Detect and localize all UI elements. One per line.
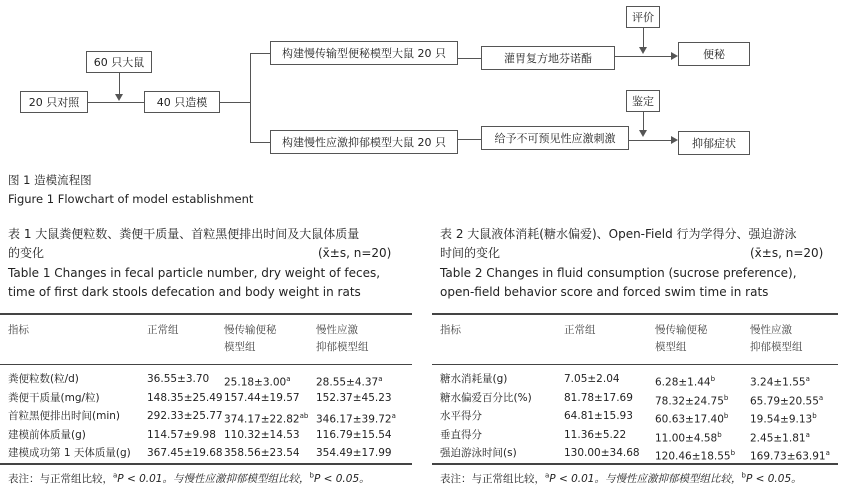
cell-normal: 130.00±34.68 <box>564 447 640 459</box>
table2-title-en-1: Table 2 Changes in fluid consumption (sucrose preference), <box>440 266 797 280</box>
table2-header-stc: 慢传输便秘 <box>655 324 708 336</box>
row-label: 强迫游泳时间(s) <box>440 447 517 459</box>
connector <box>643 28 644 48</box>
table2-header-depr-2: 抑郁模型组 <box>750 341 803 353</box>
cell-depression: 169.73±63.91$^a$ <box>750 449 830 463</box>
table2-title-cn-2: 时间的变化 <box>440 246 501 260</box>
box-stress: 给予不可预见性应激刺激 <box>481 126 629 150</box>
cell-stc: 110.32±14.53 <box>224 428 300 441</box>
connector <box>643 112 644 132</box>
row-label: 糖水消耗量(g) <box>440 373 508 385</box>
table2-bottom-rule <box>432 463 838 465</box>
arrow-down-icon <box>639 47 647 54</box>
cell-normal: 292.33±25.77 <box>147 410 223 422</box>
cell-stc: 6.28±1.44$^b$ <box>655 375 716 389</box>
cell-stc: 374.17±22.82$^{ab}$ <box>224 412 309 426</box>
cell-depression: 116.79±15.54 <box>316 428 392 441</box>
cell-depression: 28.55±4.37$^a$ <box>316 375 383 389</box>
row-label: 建模前体质量(g) <box>8 428 86 441</box>
table2-header-indicator: 指标 <box>440 324 461 336</box>
table2-note: 表注：与正常组比较，$^a$P < 0.01。与慢性应激抑郁模型组比较，$^b$P < 0.05。 <box>440 471 802 485</box>
figure-caption-en: Figure 1 Flowchart of model establishment <box>8 192 254 206</box>
row-label: 建模成功第 1 天体质量(g) <box>8 447 131 459</box>
cell-stc: 358.56±23.54 <box>224 447 300 459</box>
cell-normal: 7.05±2.04 <box>564 373 620 385</box>
table1-header-stc-2: 模型组 <box>224 341 256 353</box>
cell-depression: 19.54±9.13$^b$ <box>750 412 817 426</box>
box-evaluate: 评价 <box>626 6 660 28</box>
table2-header-normal: 正常组 <box>564 324 596 336</box>
box-model-40: 40 只造模 <box>144 91 220 113</box>
table2-header-rule <box>432 364 838 365</box>
arrow-right-icon <box>671 136 678 144</box>
cell-stc: 25.18±3.00$^a$ <box>224 375 291 389</box>
table2-top-rule <box>432 313 838 315</box>
connector <box>458 58 481 59</box>
connector <box>250 53 270 54</box>
table1-header-normal: 正常组 <box>147 324 179 336</box>
table2-header-stc-2: 模型组 <box>655 341 687 353</box>
row-label: 水平得分 <box>440 410 482 422</box>
table2-stat: (x̄±s, n=20) <box>750 246 824 260</box>
arrow-down-icon <box>115 94 123 101</box>
table1-title-en-2: time of first dark stools defecation and body weight in rats <box>8 285 361 299</box>
arrow-right-icon <box>671 52 678 60</box>
row-label: 粪便干质量(mg/粒) <box>8 391 100 404</box>
cell-stc: 120.46±18.55$^b$ <box>655 449 736 463</box>
box-60-rats: 60 只大鼠 <box>86 51 152 73</box>
connector <box>119 73 120 95</box>
box-gavage: 灌胃复方地芬诺酯 <box>481 46 615 70</box>
row-label: 首粒黑便排出时间(min) <box>8 410 120 422</box>
cell-stc: 60.63±17.40$^b$ <box>655 412 729 426</box>
cell-normal: 367.45±19.68 <box>147 447 223 459</box>
table1-header-depr: 慢性应激 <box>316 324 358 336</box>
table2-header-depr: 慢性应激 <box>750 324 792 336</box>
connector <box>250 53 251 143</box>
table1-stat: (x̄±s, n=20) <box>318 246 392 260</box>
table1-header-stc: 慢传输便秘 <box>224 324 277 336</box>
table1-title-cn-2: 的变化 <box>8 246 45 260</box>
cell-normal: 64.81±15.93 <box>564 410 633 422</box>
cell-normal: 36.55±3.70 <box>147 373 210 385</box>
cell-normal: 148.35±25.49 <box>147 391 223 404</box>
cell-stc: 157.44±19.57 <box>224 391 300 404</box>
box-depression-model: 构建慢性应激抑郁模型大鼠 20 只 <box>270 130 458 154</box>
figure-caption-cn: 图 1 造模流程图 <box>8 173 92 187</box>
table1-bottom-rule <box>0 463 412 465</box>
cell-normal: 114.57±9.98 <box>147 428 216 441</box>
cell-depression: 3.24±1.55$^a$ <box>750 375 810 389</box>
arrow-down-icon <box>639 130 647 137</box>
table1-title-cn-1: 表 1 大鼠粪便粒数、粪便干质量、首粒黑便排出时间及大鼠体质量 <box>8 227 360 241</box>
connector <box>220 102 250 103</box>
cell-depression: 346.17±39.72$^a$ <box>316 412 396 426</box>
box-identify: 鉴定 <box>626 90 660 112</box>
box-depression-symptoms: 抑郁症状 <box>678 131 750 155</box>
cell-depression: 354.49±17.99 <box>316 447 392 459</box>
table1-header-rule <box>0 364 412 365</box>
table1-top-rule <box>0 313 412 315</box>
box-stc-model: 构建慢传输型便秘模型大鼠 20 只 <box>270 41 458 65</box>
cell-stc: 78.32±24.75$^b$ <box>655 393 729 407</box>
table1-title-en-1: Table 1 Changes in fecal particle number, dry weight of feces, <box>8 266 381 280</box>
table2-title-en-2: open-field behavior score and forced swim time in rats <box>440 285 769 299</box>
row-label: 糖水偏爱百分比(%) <box>440 391 532 404</box>
row-label: 粪便粒数(粒/d) <box>8 373 79 385</box>
table2-title-cn-1: 表 2 大鼠液体消耗(糖水偏爱)、Open-Field 行为学得分、强迫游泳 <box>440 227 797 241</box>
cell-depression: 152.37±45.23 <box>316 391 392 404</box>
cell-depression: 65.79±20.55$^a$ <box>750 393 824 407</box>
cell-normal: 81.78±17.69 <box>564 391 633 404</box>
cell-normal: 11.36±5.22 <box>564 428 627 441</box>
connector <box>458 139 481 140</box>
table1-header-depr-2: 抑郁模型组 <box>316 341 369 353</box>
row-label: 垂直得分 <box>440 428 482 441</box>
connector <box>250 142 270 143</box>
connector <box>88 102 144 103</box>
cell-depression: 2.45±1.81$^a$ <box>750 430 810 444</box>
cell-stc: 11.00±4.58$^b$ <box>655 430 722 444</box>
connector <box>615 56 671 57</box>
box-constipation: 便秘 <box>678 42 750 66</box>
table1-header-indicator: 指标 <box>8 324 29 336</box>
table1-note: 表注：与正常组比较，$^a$P < 0.01。与慢性应激抑郁模型组比较，$^b$P < 0.05。 <box>8 471 370 485</box>
connector <box>629 140 671 141</box>
box-control-20: 20 只对照 <box>20 91 88 113</box>
